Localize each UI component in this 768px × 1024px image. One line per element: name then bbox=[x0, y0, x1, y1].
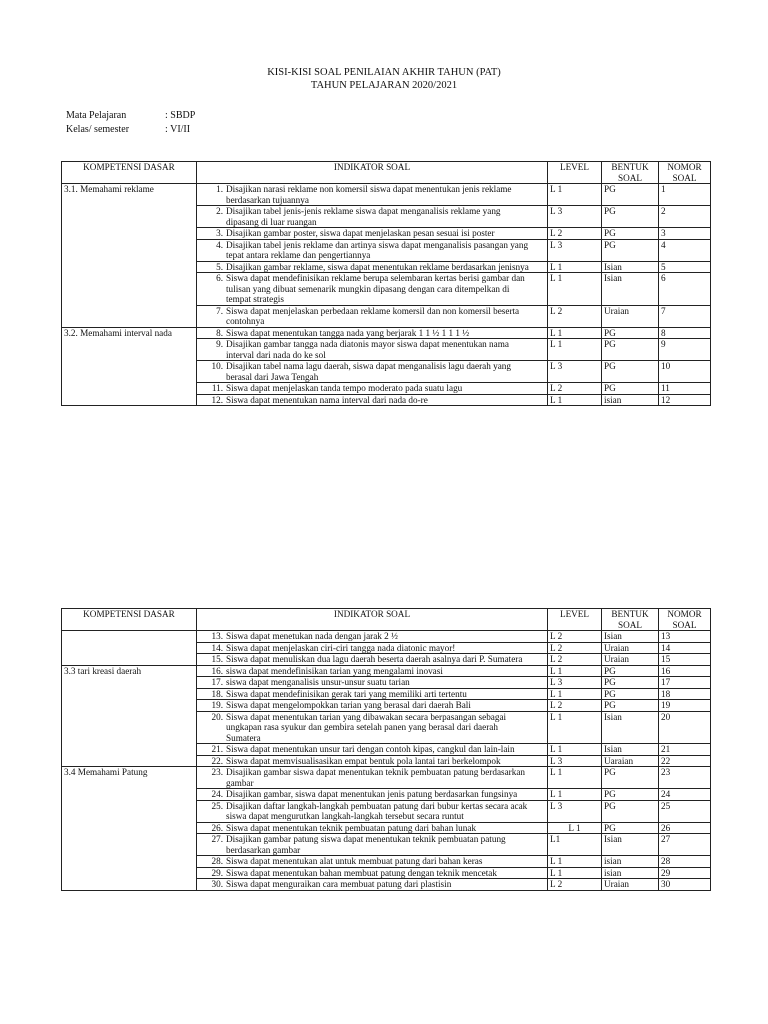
indikator-cell bbox=[197, 711, 548, 744]
indikator-cell bbox=[197, 879, 548, 891]
bentuk-cell: PG bbox=[602, 206, 659, 228]
nomor-cell: 20 bbox=[659, 711, 711, 744]
indikator-number: 11. bbox=[211, 383, 223, 393]
indikator-cell bbox=[197, 755, 548, 767]
indikator-number: 18. bbox=[211, 688, 223, 699]
indikator-text: Siswa dapat menetukan nada dengan jarak 2 ½ bbox=[226, 631, 398, 641]
bentuk-cell: PG bbox=[602, 361, 659, 383]
level-cell: L 1 bbox=[548, 339, 602, 361]
indikator-number: 4. bbox=[216, 239, 223, 250]
bentuk-cell: isian bbox=[602, 394, 659, 406]
bentuk-cell: Isian bbox=[602, 273, 659, 306]
level-cell: L 1 bbox=[548, 688, 602, 700]
level-cell: L 2 bbox=[548, 700, 602, 712]
table-row bbox=[62, 327, 711, 339]
bentuk-cell: Isian bbox=[602, 261, 659, 273]
bentuk-cell: Uraian bbox=[602, 654, 659, 666]
indikator-cell bbox=[197, 228, 548, 240]
level-cell: L 2 bbox=[548, 228, 602, 240]
kisi-table-2 bbox=[61, 608, 711, 891]
level-cell: L 1 bbox=[548, 711, 602, 744]
indikator-cell bbox=[197, 631, 548, 643]
nomor-cell: 8 bbox=[659, 327, 711, 339]
header-nomor: NOMOR SOAL bbox=[659, 609, 711, 631]
indikator-text: Siswa dapat mendefinisikan reklame berupa selembaran kertas berisi gambar dan tulisan yang dibuat semenarik mungkin dipasang dengan cara ditempelkan di tempat strategis bbox=[226, 273, 525, 304]
indikator-number: 19. bbox=[211, 700, 223, 710]
table-row bbox=[62, 767, 711, 789]
indikator-number: 25. bbox=[211, 800, 223, 811]
kompetensi-cell: 3.4 Memahami Patung bbox=[62, 767, 197, 891]
nomor-cell: 4 bbox=[659, 239, 711, 261]
indikator-text: Siswa dapat mendefinisikan gerak tari yang memiliki arti tertentu bbox=[226, 688, 467, 699]
nomor-cell: 17 bbox=[659, 677, 711, 689]
indikator-text: Disajikan tabel jenis reklame dan artinya siswa dapat menganalisis pasangan yang tepat antara reklame dan pengertiannya bbox=[226, 239, 529, 260]
bentuk-cell: PG bbox=[602, 789, 659, 801]
bentuk-cell: Uaraian bbox=[602, 755, 659, 767]
level-cell: L 3 bbox=[548, 361, 602, 383]
kompetensi-cell: 3.3 tari kreasi daerah bbox=[62, 665, 197, 767]
indikator-number: 29. bbox=[211, 867, 223, 878]
nomor-cell: 26 bbox=[659, 822, 711, 834]
indikator-text: Disajikan gambar siswa dapat menentukan teknik pembuatan patung berdasarkan gambar bbox=[226, 767, 526, 788]
kompetensi-cell: 3.1. Memahami reklame bbox=[62, 184, 197, 328]
level-cell: L1 bbox=[548, 834, 602, 856]
table-row bbox=[62, 631, 711, 643]
indikator-number: 10. bbox=[211, 361, 223, 371]
indikator-number: 1. bbox=[216, 184, 223, 194]
level-cell: L 1 bbox=[548, 822, 602, 834]
meta-subject bbox=[66, 110, 195, 121]
indikator-text: Siswa dapat menjelaskan ciri-ciri tangga nada diatonic mayor! bbox=[226, 642, 456, 653]
level-cell: L 1 bbox=[548, 273, 602, 306]
nomor-cell: 19 bbox=[659, 700, 711, 712]
nomor-cell: 13 bbox=[659, 631, 711, 643]
bentuk-cell: PG bbox=[602, 239, 659, 261]
kompetensi-cell bbox=[62, 631, 197, 666]
nomor-cell: 21 bbox=[659, 744, 711, 756]
level-cell: L 2 bbox=[548, 642, 602, 654]
kompetensi-cell: 3.2. Memahami interval nada bbox=[62, 327, 197, 406]
bentuk-cell: isian bbox=[602, 867, 659, 879]
indikator-text: Disajikan gambar reklame, siswa dapat menentukan reklame berdasarkan jenisnya bbox=[226, 261, 529, 272]
level-cell: L 2 bbox=[548, 879, 602, 891]
nomor-cell: 30 bbox=[659, 879, 711, 891]
indikator-number: 22. bbox=[211, 755, 223, 766]
level-cell: L 3 bbox=[548, 755, 602, 767]
level-cell: L 2 bbox=[548, 383, 602, 395]
indikator-number: 7. bbox=[216, 305, 223, 316]
indikator-cell bbox=[197, 700, 548, 712]
level-cell: L 2 bbox=[548, 305, 602, 327]
kisi-table-1 bbox=[61, 161, 711, 406]
indikator-cell bbox=[197, 361, 548, 383]
level-cell: L 1 bbox=[548, 184, 602, 206]
level-cell: L 1 bbox=[548, 856, 602, 868]
header-level: LEVEL bbox=[548, 162, 602, 184]
nomor-cell: 12 bbox=[659, 394, 711, 406]
indikator-text: Siswa dapat menentukan alat untuk membuat patung dari bahan keras bbox=[226, 856, 483, 866]
header-indikator: INDIKATOR SOAL bbox=[197, 609, 548, 631]
document-title: KISI-KISI SOAL PENILAIAN AKHIR TAHUN (PAT) bbox=[267, 67, 501, 78]
nomor-cell: 28 bbox=[659, 856, 711, 868]
bentuk-cell: PG bbox=[602, 327, 659, 339]
nomor-cell: 27 bbox=[659, 834, 711, 856]
nomor-cell: 24 bbox=[659, 789, 711, 801]
indikator-text: Siswa dapat menjelaskan perbedaan reklame komersil dan non komersil beserta contohnya bbox=[226, 305, 520, 326]
table-row bbox=[62, 665, 711, 677]
indikator-number: 24. bbox=[211, 789, 223, 799]
bentuk-cell: PG bbox=[602, 665, 659, 677]
nomor-cell: 16 bbox=[659, 665, 711, 677]
indikator-number: 17. bbox=[211, 677, 223, 687]
indikator-text: siswa dapat menganalisis unsur-unsur suatu tarian bbox=[226, 677, 410, 687]
indikator-number: 5. bbox=[216, 261, 223, 272]
nomor-cell: 5 bbox=[659, 261, 711, 273]
bentuk-cell: Uraian bbox=[602, 879, 659, 891]
indikator-text: Disajikan daftar langkah-langkah pembuatan patung dari bubur kertas secara acak siswa dapat mengurutkan langkah-langkah tersebut secara runtut bbox=[226, 800, 528, 821]
indikator-number: 2. bbox=[216, 206, 223, 216]
nomor-cell: 23 bbox=[659, 767, 711, 789]
subject-value: : SBDP bbox=[165, 110, 196, 121]
indikator-text: Siswa dapat menguraikan cara membuat patung dari plastisin bbox=[226, 879, 452, 889]
nomor-cell: 11 bbox=[659, 383, 711, 395]
indikator-cell bbox=[197, 677, 548, 689]
header-nomor: NOMOR SOAL bbox=[659, 162, 711, 184]
indikator-number: 15. bbox=[211, 654, 223, 664]
level-cell: L 1 bbox=[548, 767, 602, 789]
bentuk-cell: PG bbox=[602, 184, 659, 206]
level-cell: L 1 bbox=[548, 394, 602, 406]
indikator-text: Disajikan gambar tangga nada diatonis mayor siswa dapat menentukan nama interval dari nada do ke sol bbox=[226, 339, 509, 360]
indikator-number: 20. bbox=[211, 711, 223, 722]
indikator-cell bbox=[197, 744, 548, 756]
level-cell: L 1 bbox=[548, 867, 602, 879]
indikator-number: 16. bbox=[211, 665, 223, 676]
indikator-cell bbox=[197, 654, 548, 666]
indikator-text: Disajikan tabel jenis-jenis reklame siswa dapat menganalisis reklame yang dipasang di luar ruangan bbox=[226, 206, 501, 227]
nomor-cell: 10 bbox=[659, 361, 711, 383]
indikator-cell bbox=[197, 383, 548, 395]
level-cell: L 3 bbox=[548, 800, 602, 822]
nomor-cell: 2 bbox=[659, 206, 711, 228]
indikator-number: 13. bbox=[211, 631, 223, 641]
class-label: Kelas/ semester bbox=[66, 124, 130, 135]
subject-label: Mata Pelajaran bbox=[66, 110, 127, 121]
table-row bbox=[62, 184, 711, 206]
level-cell: L 3 bbox=[548, 206, 602, 228]
header-level: LEVEL bbox=[548, 609, 602, 631]
indikator-number: 9. bbox=[216, 339, 223, 349]
indikator-number: 26. bbox=[211, 822, 223, 833]
nomor-cell: 22 bbox=[659, 755, 711, 767]
header-indikator: INDIKATOR SOAL bbox=[197, 162, 548, 184]
bentuk-cell: PG bbox=[602, 767, 659, 789]
level-cell: L 3 bbox=[548, 239, 602, 261]
bentuk-cell: Isian bbox=[602, 711, 659, 744]
indikator-cell bbox=[197, 767, 548, 789]
bentuk-cell: PG bbox=[602, 688, 659, 700]
indikator-text: Disajikan tabel nama lagu daerah, siswa dapat menganalisis lagu daerah yang berasal dari Jawa Tengah bbox=[226, 361, 511, 382]
indikator-number: 12. bbox=[211, 394, 223, 405]
bentuk-cell: PG bbox=[602, 800, 659, 822]
nomor-cell: 1 bbox=[659, 184, 711, 206]
meta-class bbox=[66, 124, 190, 135]
indikator-text: Siswa dapat mengelompokkan tarian yang berasal dari daerah Bali bbox=[226, 700, 471, 710]
header-kompetensi: KOMPETENSI DASAR bbox=[62, 162, 197, 184]
indikator-cell bbox=[197, 327, 548, 339]
indikator-cell bbox=[197, 206, 548, 228]
level-cell: L 2 bbox=[548, 654, 602, 666]
indikator-text: Siswa dapat menentukan unsur tari dengan contoh kipas, cangkul dan lain-lain bbox=[226, 744, 515, 754]
indikator-number: 28. bbox=[211, 856, 223, 866]
indikator-cell bbox=[197, 834, 548, 856]
indikator-cell bbox=[197, 789, 548, 801]
bentuk-cell: Isian bbox=[602, 631, 659, 643]
bentuk-cell: Isian bbox=[602, 744, 659, 756]
indikator-text: Siswa dapat menentukan nama interval dari nada do-re bbox=[226, 394, 428, 405]
indikator-cell bbox=[197, 273, 548, 306]
indikator-number: 30. bbox=[211, 879, 223, 889]
indikator-cell bbox=[197, 642, 548, 654]
header-kompetensi: KOMPETENSI DASAR bbox=[62, 609, 197, 631]
indikator-text: siswa dapat mendefinisikan tarian yang mengalami inovasi bbox=[226, 665, 443, 676]
level-cell: L 2 bbox=[548, 631, 602, 643]
indikator-number: 8. bbox=[216, 327, 223, 338]
indikator-cell bbox=[197, 665, 548, 677]
indikator-cell bbox=[197, 305, 548, 327]
level-cell: L 1 bbox=[548, 744, 602, 756]
indikator-text: Disajikan gambar poster, siswa dapat menjelaskan pesan sesuai isi poster bbox=[226, 228, 495, 238]
nomor-cell: 14 bbox=[659, 642, 711, 654]
nomor-cell: 15 bbox=[659, 654, 711, 666]
indikator-number: 6. bbox=[216, 273, 223, 283]
indikator-text: Siswa dapat menjelaskan tanda tempo moderato pada suatu lagu bbox=[226, 383, 463, 393]
indikator-number: 21. bbox=[211, 744, 223, 754]
bentuk-cell: Uraian bbox=[602, 642, 659, 654]
nomor-cell: 25 bbox=[659, 800, 711, 822]
indikator-cell bbox=[197, 239, 548, 261]
indikator-cell bbox=[197, 856, 548, 868]
bentuk-cell: PG bbox=[602, 822, 659, 834]
level-cell: L 1 bbox=[548, 327, 602, 339]
indikator-text: Siswa dapat menentukan tarian yang dibawakan secara berpasangan sebagai ungkapan rasa syukur dan gembira setelah panen yang berasal dari daerah Sumatera bbox=[226, 711, 507, 743]
level-cell: L 1 bbox=[548, 665, 602, 677]
indikator-text: Siswa dapat memvisualisasikan empat bentuk pola lantai tari berkelompok bbox=[226, 755, 501, 766]
level-cell: L 3 bbox=[548, 677, 602, 689]
bentuk-cell: PG bbox=[602, 228, 659, 240]
bentuk-cell: isian bbox=[602, 856, 659, 868]
indikator-cell bbox=[197, 261, 548, 273]
nomor-cell: 9 bbox=[659, 339, 711, 361]
bentuk-cell: Isian bbox=[602, 834, 659, 856]
document-subtitle: TAHUN PELAJARAN 2020/2021 bbox=[310, 80, 458, 91]
indikator-cell bbox=[197, 688, 548, 700]
bentuk-cell: PG bbox=[602, 339, 659, 361]
header-bentuk: BENTUK SOAL bbox=[602, 162, 659, 184]
indikator-number: 14. bbox=[211, 642, 223, 653]
indikator-cell bbox=[197, 867, 548, 879]
nomor-cell: 6 bbox=[659, 273, 711, 306]
nomor-cell: 18 bbox=[659, 688, 711, 700]
level-cell: L 1 bbox=[548, 261, 602, 273]
nomor-cell: 3 bbox=[659, 228, 711, 240]
indikator-cell bbox=[197, 184, 548, 206]
indikator-number: 3. bbox=[216, 228, 223, 238]
indikator-cell bbox=[197, 822, 548, 834]
bentuk-cell: PG bbox=[602, 677, 659, 689]
bentuk-cell: PG bbox=[602, 383, 659, 395]
header-bentuk: BENTUK SOAL bbox=[602, 609, 659, 631]
nomor-cell: 7 bbox=[659, 305, 711, 327]
indikator-text: Siswa dapat menuliskan dua lagu daerah beserta daerah asalnya dari P. Sumatera bbox=[226, 654, 523, 664]
indikator-cell bbox=[197, 394, 548, 406]
indikator-text: Siswa dapat menentukan tangga nada yang berjarak 1 1 ½ 1 1 1 ½ bbox=[226, 327, 470, 338]
indikator-text: Siswa dapat menentukan teknik pembuatan patung dari bahan lunak bbox=[226, 822, 477, 833]
nomor-cell: 29 bbox=[659, 867, 711, 879]
bentuk-cell: PG bbox=[602, 700, 659, 712]
bentuk-cell: Uraian bbox=[602, 305, 659, 327]
indikator-text: Disajikan gambar patung siswa dapat menentukan teknik pembuatan patung berdasarkan gambar bbox=[226, 834, 506, 855]
indikator-number: 27. bbox=[211, 834, 223, 844]
indikator-number: 23. bbox=[211, 767, 223, 777]
indikator-text: Disajikan gambar, siswa dapat menentukan jenis patung berdasarkan fungsinya bbox=[226, 789, 518, 799]
level-cell: L 1 bbox=[548, 789, 602, 801]
class-value: : VI/II bbox=[165, 124, 191, 135]
indikator-text: Siswa dapat menentukan bahan membuat patung dengan teknik mencetak bbox=[226, 867, 497, 878]
indikator-cell bbox=[197, 339, 548, 361]
indikator-cell bbox=[197, 800, 548, 822]
indikator-text: Disajikan narasi reklame non komersil siswa dapat menentukan jenis reklame berdasarkan tujuannya bbox=[226, 184, 512, 205]
